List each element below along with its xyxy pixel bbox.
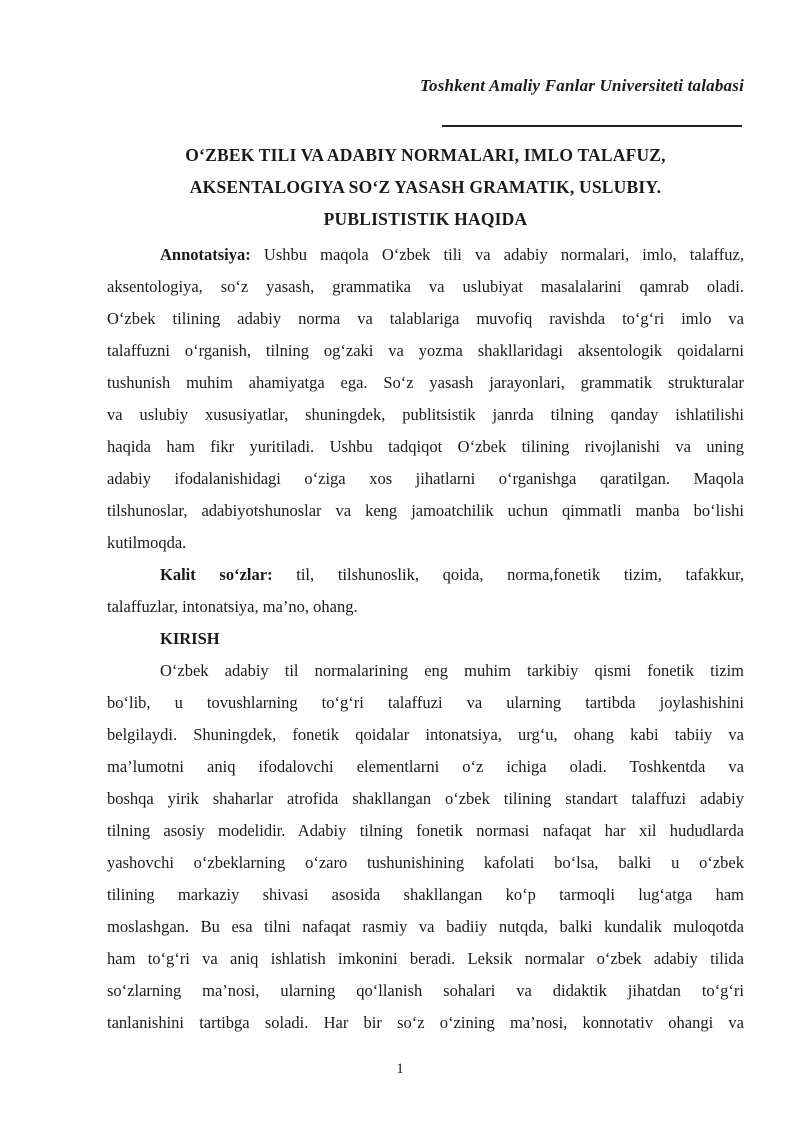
author-credit: Toshkent Amaliy Fanlar Universiteti talabasi <box>420 76 744 95</box>
text-line: aksentologiya, so‘z yasash, grammatika va uslubiyat masalalarini qamrab oladi. <box>107 277 744 296</box>
text-line: boshqa yirik shaharlar atrofida shakllangan o‘zbek tilining standart talaffuzi adabiy <box>107 789 744 808</box>
text-line: tilning asosiy modelidir. Adabiy tilning fonetik normasi nafaqat har xil hududlarda <box>107 821 744 840</box>
page-number: 1 <box>396 1061 404 1077</box>
intro-paragraph <box>107 655 744 1039</box>
document-body <box>107 239 744 1039</box>
text-line: yashovchi o‘zbeklarning o‘zaro tushunishining kafolati bo‘lsa, balki u o‘zbek <box>107 853 744 872</box>
text-line: kutilmoqda. <box>107 533 187 552</box>
text-line: O‘zbek tilining adabiy norma va talablariga muvofiq ravishda to‘g‘ri imlo va <box>107 309 744 328</box>
text-line: ma’lumotni aniq ifodalovchi elementlarni o‘z ichiga oladi. Toshkentda va <box>107 757 744 776</box>
article-title-line-3: PUBLISTISTIK HAQIDA <box>323 209 528 229</box>
text-line: so‘zlarning ma’nosi, ularning qo‘llanish sohalari va didaktik jihatdan to‘g‘ri <box>107 981 744 1000</box>
text-line: tanlanishini tartibga soladi. Har bir so‘z o‘zining ma’nosi, konnotativ ohangi va <box>107 1013 744 1032</box>
text-line: KIRISH <box>160 629 220 648</box>
text-line: tilining markaziy shivasi asosida shakllangan ko‘p tarmoqli lug‘atga ham <box>107 885 744 904</box>
annotation-paragraph <box>107 239 744 559</box>
text-line: va uslubiy xususiyatlar, shuningdek, publitsistik janrda tilning qanday ishlatilishi <box>107 405 744 424</box>
text-line: Kalit so‘zlar: til, tilshunoslik, qoida, norma,fonetik tizim, tafakkur, <box>160 565 744 584</box>
text-line: ham to‘g‘ri va aniq ishlatish imkonini beradi. Leksik normalar o‘zbek adabiy tilida <box>107 949 744 968</box>
text-line: moslashgan. Bu esa tilni nafaqat rasmiy va badiiy nutqda, balki kundalik muloqotda <box>107 917 744 936</box>
text-line: tushunish muhim ahamiyatga ega. So‘z yasash jarayonlari, grammatik strukturalar <box>107 373 744 392</box>
text-line: belgilaydi. Shuningdek, fonetik qoidalar intonatsiya, urg‘u, ohang kabi tabiiy va <box>107 725 744 744</box>
section-heading-kirish <box>107 623 744 655</box>
article-title-line-2: AKSENTALOGIYA SO‘Z YASASH GRAMATIK, USLUBIY. <box>189 177 662 197</box>
text-line: Annotatsiya: Ushbu maqola O‘zbek tili va adabiy normalari, imlo, talaffuz, <box>160 245 744 264</box>
divider-line <box>442 125 742 127</box>
text-line: O‘zbek adabiy til normalarining eng muhim tarkibiy qismi fonetik tizim <box>160 661 744 680</box>
text-line: haqida ham fikr yuritiladi. Ushbu tadqiqot O‘zbek tilining rivojlanishi va uning <box>107 437 744 456</box>
article-title <box>107 139 744 235</box>
text-line: tilshunoslar, adabiyotshunoslar va keng jamoatchilik uchun qimmatli manba bo‘lishi <box>107 501 744 520</box>
text-line: bo‘lib, u tovushlarning to‘g‘ri talaffuzi va ularning tartibda joylashishini <box>107 693 744 712</box>
text-line: adabiy ifodalanishidagi o‘ziga xos jihatlarni o‘rganishga qaratilgan. Maqola <box>107 469 744 488</box>
keywords-paragraph <box>107 559 744 623</box>
text-line: talaffuzni o‘rganish, tilning og‘zaki va yozma shakllaridagi aksentologik qoidalarni <box>107 341 744 360</box>
article-title-line-1: O‘ZBEK TILI VA ADABIY NORMALARI, IMLO TALAFUZ, <box>185 145 666 165</box>
text-line: talaffuzlar, intonatsiya, ma’no, ohang. <box>107 597 358 616</box>
